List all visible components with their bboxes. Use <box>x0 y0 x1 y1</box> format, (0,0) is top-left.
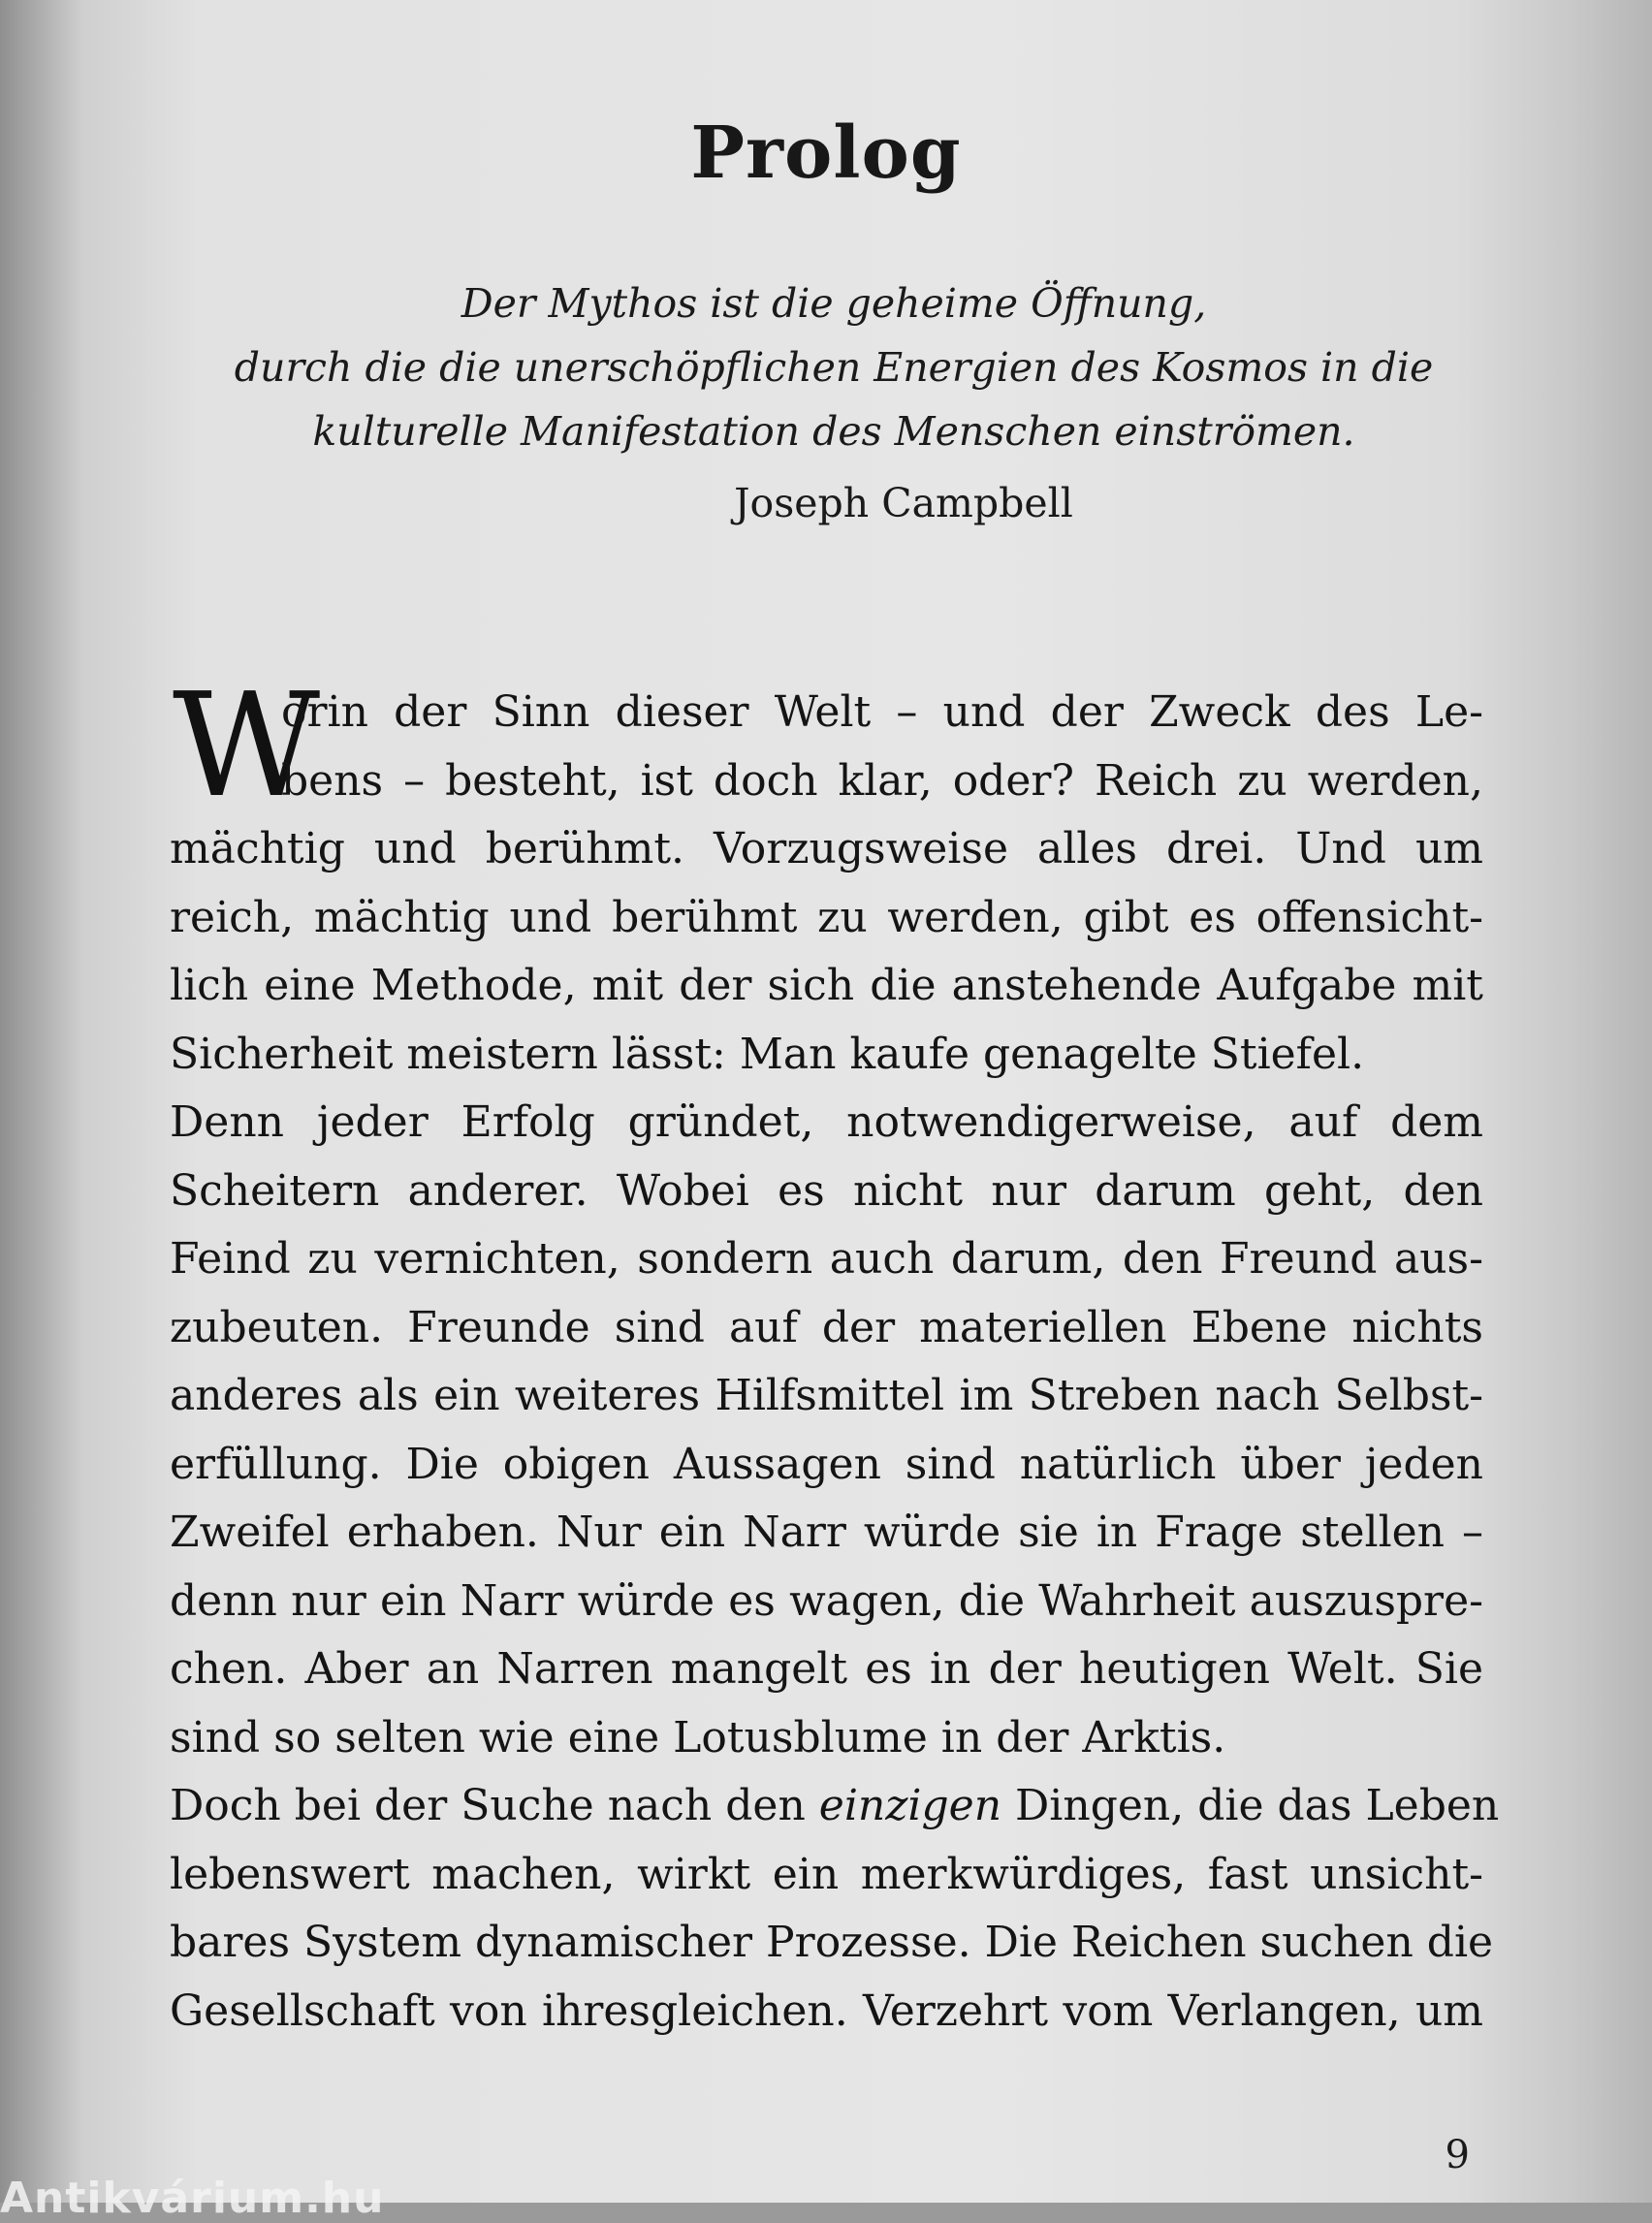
epigraph-line: durch die die unerschöpflichen Energien des Kosmos in die <box>234 344 1434 391</box>
body-line: Denn jeder Erfolg gründet, notwendigerweise, auf dem <box>170 1097 1483 1147</box>
body-line: Scheitern anderer. Wobei es nicht nur darum geht, den <box>170 1165 1483 1216</box>
epigraph <box>213 271 1454 463</box>
body-line: Gesellschaft von ihresgleichen. Verzehrt vom Verlangen, um <box>170 1985 1483 2036</box>
body-line <box>170 1772 1500 1841</box>
body-line: Sicherheit meistern lässt: Man kaufe genagelte Stiefel. <box>170 1029 1365 1079</box>
drop-cap: W <box>173 662 321 829</box>
body-line: zubeuten. Freunde sind auf der materiellen Ebene nichts <box>170 1302 1483 1352</box>
body-line: bens – besteht, ist doch klar, oder? Reich zu werden, <box>281 755 1483 806</box>
body-text <box>170 679 1500 2046</box>
body-line: Zweifel erhaben. Nur ein Narr würde sie in Frage stellen – <box>170 1508 1483 1557</box>
body-line: sind so selten wie eine Lotusblume in der Arktis. <box>170 1712 1226 1763</box>
body-line: lebenswert machen, wirkt ein merkwürdiges, fast unsicht- <box>170 1849 1483 1899</box>
page-number: 9 <box>1445 2133 1470 2177</box>
epigraph-line: kulturelle Manifestation des Menschen einströmen. <box>312 408 1355 455</box>
body-line-text: Dingen, die das Leben <box>1001 1781 1500 1830</box>
emphasis-word: einzigen <box>818 1781 1002 1830</box>
epigraph-line: Der Mythos ist die geheime Öffnung, <box>461 280 1207 327</box>
body-line: Feind zu vernichten, sondern auch darum, den Freund aus- <box>170 1234 1483 1284</box>
chapter-title: Prolog <box>690 111 962 195</box>
body-line: orin der Sinn dieser Welt – und der Zweck des Le- <box>281 687 1483 737</box>
body-line: erfüllung. Die obigen Aussagen sind natürlich über jeden <box>170 1439 1483 1489</box>
body-line: chen. Aber an Narren mangelt es in der heutigen Welt. Sie <box>170 1644 1483 1694</box>
body-line: lich eine Methode, mit der sich die anstehende Aufgabe mit <box>170 961 1483 1010</box>
watermark: Antikvárium.hu <box>0 2174 385 2223</box>
body-line: mächtig und berühmt. Vorzugsweise alles drei. Und um <box>170 824 1483 873</box>
epigraph-author: Joseph Campbell <box>734 480 1073 526</box>
body-line: bares System dynamischer Prozesse. Die Reichen suchen die <box>170 1918 1494 1967</box>
body-line-text: Doch bei der Suche nach den <box>170 1781 819 1830</box>
body-line: reich, mächtig und berühmt zu werden, gibt es offensicht- <box>170 892 1483 942</box>
body-line: anderes als ein weiteres Hilfsmittel im Streben nach Selbst- <box>170 1371 1483 1420</box>
body-line: denn nur ein Narr würde es wagen, die Wahrheit auszuspre- <box>170 1575 1483 1626</box>
